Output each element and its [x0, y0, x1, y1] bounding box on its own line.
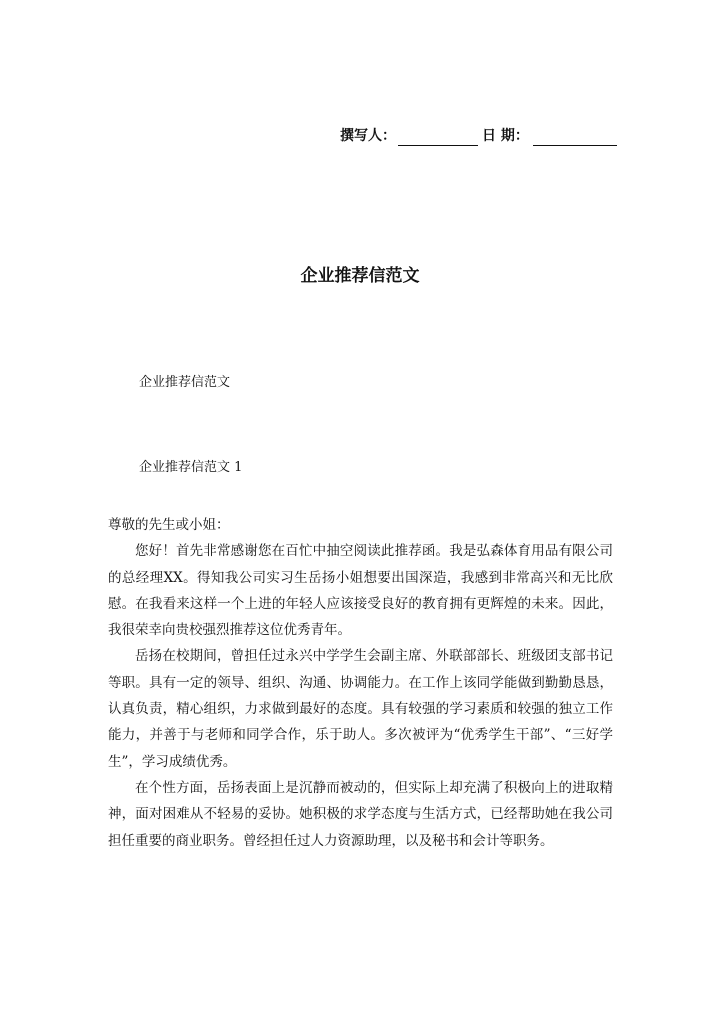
author-blank [398, 129, 478, 146]
section-heading: 企业推荐信范文 1 [139, 460, 243, 475]
paragraph-school-record: 岳扬在校期间，曾担任过永兴中学学生会副主席、外联部部长、班级团支部书记等职。具有一定的领导、组织、沟通、协调能力。在工作上该同学能做到勤勤恳恳，认真负责，精心组织，力求做到最好的态度。具有较强的学习素质和较强的独立工作能力，并善于与老师和同学合作，乐于助人。多次被评为“优秀学生干部”、“三好学生”，学习成绩优秀。 [108, 648, 613, 770]
author-label: 撰写人： [340, 128, 396, 144]
paragraph-greeting: 您好！首先非常感谢您在百忙中抽空阅读此推荐函。我是弘森体育用品有限公司的总经理XX。得知我公司实习生岳扬小姐想要出国深造，我感到非常高兴和无比欣慰。在我看来这样一个上进的年轻人应该接受良好的教育拥有更辉煌的未来。因此，我很荣幸向贵校强烈推荐这位优秀青年。 [108, 543, 613, 639]
author-date-line [340, 126, 620, 146]
date-label: 日 期： [482, 128, 529, 144]
paragraph-personality: 在个性方面，岳扬表面上是沉静而被动的，但实际上却充满了积极向上的进取精神，面对困难从不轻易的妥协。她积极的求学态度与生活方式，已经帮助她在我公司担任重要的商业职务。曾经担任过人力资源助理，以及秘书和会计等职务。 [108, 779, 613, 849]
subheading: 企业推荐信范文 [139, 375, 231, 390]
salutation: 尊敬的先生或小姐： [108, 517, 230, 533]
document-title: 企业推荐信范文 [300, 266, 420, 286]
date-blank [533, 129, 617, 146]
letter-body [108, 512, 613, 854]
